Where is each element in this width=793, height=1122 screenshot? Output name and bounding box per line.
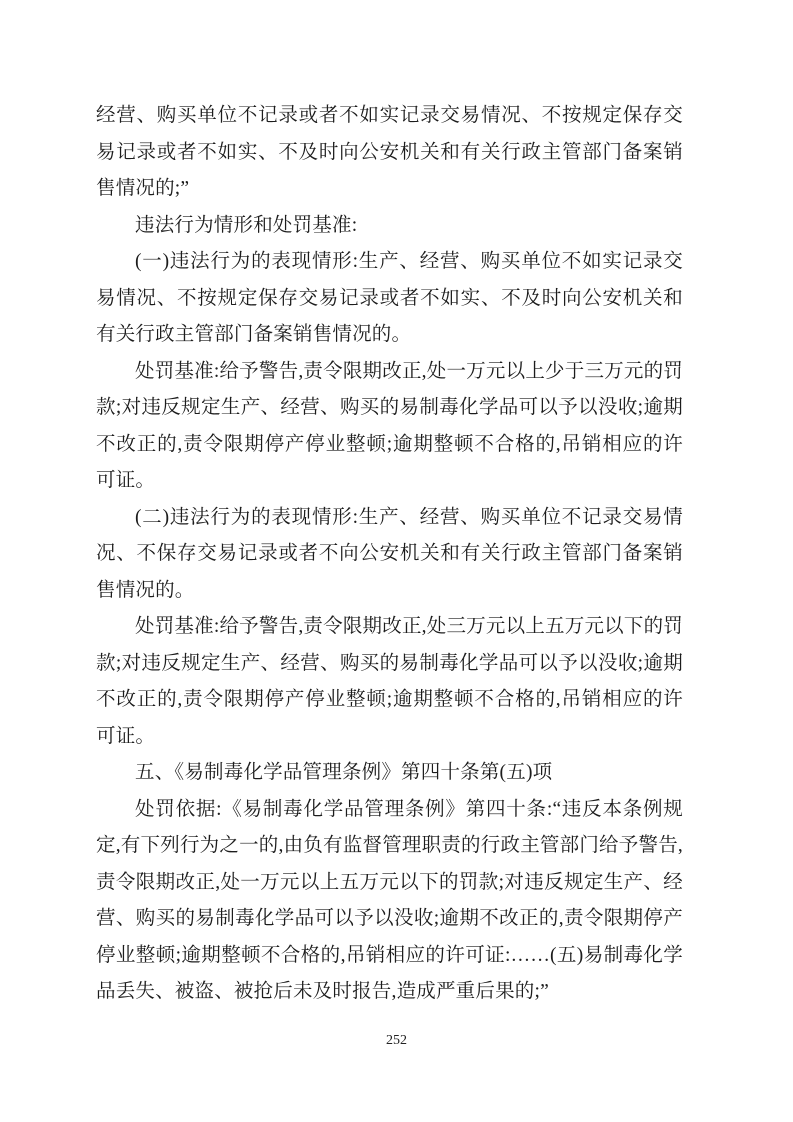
document-body (96, 98, 683, 1011)
paragraph-item-one-penalty: 处罚基准:给予警告,责令限期改正,处一万元以上少于三万元的罚款;对违反规定生产、经营、购买的易制毒化学品可以予以没收;逾期不改正的,责令限期停产停业整顿;逾期整顿不合格的,吊销相应的许可证。 (96, 360, 683, 491)
paragraph-penalty-basis: 处罚依据:《易制毒化学品管理条例》第四十条:“违反本条例规定,有下列行为之一的,由负有监督管理职责的行政主管部门给予警告,责令限期改正,处一万元以上五万元以下的罚款;对违反规定生产、经营、购买的易制毒化学品可以予以没收;逾期不改正的,责令限期停产停业整顿;逾期整顿不合格的,吊销相应的许可证:……(五)易制毒化学品丢失、被盗、被抢后未及时报告,造成严重后果的;” (96, 798, 683, 1002)
paragraph-item-one-violation: (一)违法行为的表现情形:生产、经营、购买单位不如实记录交易情况、不按规定保存交易记录或者不如实、不及时向公安机关和有关行政主管部门备案销售情况的。 (96, 251, 683, 345)
paragraph-continuation: 经营、购买单位不记录或者不如实记录交易情况、不按规定保存交易记录或者不如实、不及时向公安机关和有关行政主管部门备案销售情况的;” (96, 105, 683, 199)
page-number: 252 (386, 1033, 407, 1048)
paragraph-item-two-penalty: 处罚基准:给予警告,责令限期改正,处三万元以上五万元以下的罚款;对违反规定生产、经营、购买的易制毒化学品可以予以没收;逾期不改正的,责令限期停产停业整顿;逾期整顿不合格的,吊销相应的许可证。 (96, 616, 683, 747)
section-heading: 五、《易制毒化学品管理条例》第四十条第(五)项 (135, 762, 553, 783)
paragraph-violation-standards-label: 违法行为情形和处罚基准: (135, 214, 358, 236)
paragraph-item-two-violation: (二)违法行为的表现情形:生产、经营、购买单位不记录交易情况、不保存交易记录或者不向公安机关和有关行政主管部门备案销售情况的。 (96, 506, 683, 601)
